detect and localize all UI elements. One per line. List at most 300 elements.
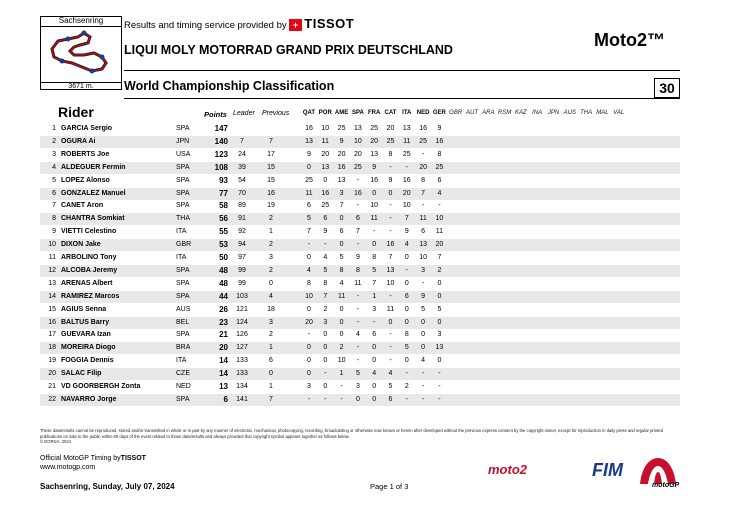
race-header-rsm: RSM	[497, 110, 512, 116]
race-result: 4	[339, 279, 344, 287]
motogp-logo-text: motoGP	[652, 482, 680, 489]
race-result: 0	[372, 189, 377, 197]
rider-name: DIXON Jake	[61, 241, 101, 249]
race-result: -	[438, 370, 441, 378]
race-result: 4	[372, 370, 377, 378]
race-header-val: VAL	[613, 110, 625, 116]
race-result: 0	[437, 357, 442, 365]
rider-position: 3	[52, 150, 56, 158]
rider-nation: BEL	[176, 318, 190, 326]
rider-position: 19	[48, 357, 56, 365]
rider-name: CHANTRA Somkiat	[61, 215, 125, 223]
rider-points: 48	[219, 265, 228, 275]
race-result: 0	[339, 215, 344, 223]
rider-points: 50	[219, 253, 228, 262]
race-result: 8	[404, 331, 409, 339]
race-result: 16	[370, 176, 379, 184]
motogp-logo	[636, 454, 680, 495]
rider-name: GARCIA Sergio	[61, 125, 113, 132]
rider-position: 14	[48, 292, 56, 300]
gap-to-leader: 24	[238, 150, 246, 158]
official-timing-text: Official MotoGP Timing by	[40, 455, 121, 462]
race-result: -	[373, 228, 376, 236]
rider-nation: SPA	[176, 163, 190, 171]
race-result: 11	[435, 228, 444, 236]
race-result: 6	[421, 228, 426, 236]
race-result: 0	[404, 318, 409, 326]
race-header-aus: AUS	[563, 110, 576, 116]
gap-to-previous: 2	[269, 331, 273, 339]
rider-name: ALDEGUER Fermin	[61, 163, 126, 171]
race-result: 20	[321, 150, 330, 158]
race-result: 16	[337, 163, 346, 171]
race-result: -	[340, 383, 343, 390]
race-result: 0	[372, 241, 377, 249]
rider-position: 5	[52, 176, 56, 184]
race-result: 16	[321, 189, 330, 197]
race-result: 2	[339, 344, 344, 352]
rider-position: 22	[48, 395, 56, 403]
race-result: 7	[323, 292, 328, 300]
rider-name: VIETTI Celestino	[61, 228, 117, 236]
race-result: 9	[323, 228, 328, 236]
rider-name: ALCOBA Jeremy	[61, 266, 118, 274]
race-header-ned: NED	[416, 110, 430, 116]
race-result: 20	[386, 125, 395, 132]
race-result: 13	[435, 344, 444, 352]
race-result: 25	[353, 163, 362, 171]
race-result: 0	[404, 254, 409, 261]
race-result: 3	[323, 318, 328, 326]
gap-to-previous: 0	[269, 279, 273, 287]
rider-name: LOPEZ Alonso	[61, 176, 110, 184]
race-result: 0	[372, 357, 377, 365]
race-result: 0	[421, 331, 426, 339]
race-result: 0	[339, 318, 344, 326]
race-result: 25	[402, 150, 411, 158]
race-result: 5	[339, 254, 344, 261]
race-result: -	[307, 241, 311, 249]
gap-to-leader: 121	[236, 305, 248, 313]
race-result: 2	[404, 383, 409, 390]
race-result: 16	[402, 176, 411, 184]
rider-points: 140	[214, 136, 228, 146]
gap-to-leader: 134	[236, 383, 248, 390]
race-result: -	[356, 344, 360, 352]
rider-points: 6	[223, 394, 228, 404]
race-result: 16	[386, 241, 395, 249]
rider-points: 23	[219, 317, 228, 327]
race-result: 0	[339, 241, 344, 249]
page-number: Page 1 of 3	[370, 482, 409, 491]
race-result: 7	[339, 202, 344, 210]
rider-name: ARENAS Albert	[61, 279, 113, 287]
race-result: 4	[388, 370, 393, 378]
rider-position: 12	[48, 266, 56, 274]
rider-points: 14	[219, 356, 228, 366]
race-header-kaz: KAZ	[515, 110, 527, 116]
race-result: 16	[435, 137, 444, 145]
race-result: 25	[305, 176, 313, 184]
race-result: 2	[323, 305, 328, 313]
race-result: 16	[305, 125, 313, 132]
disclaimer-text: These data/results cannot be reproduced, stored and/or transmitted in whole or in part by any manner of electronic, mechanical, photocopying, recording, broadcasting or otherwise now known or herein after developed without the previous express consent by the copyright owner, except for reproduction in daily press and regular printed publications on sale to the public within 60 days of the event related to those data/results and always provided that copyright symbol appears together as follows below.	[40, 428, 663, 439]
race-result: 4	[421, 357, 426, 365]
race-result: 7	[355, 228, 360, 236]
race-result: 10	[337, 357, 346, 365]
race-result: 10	[370, 202, 379, 210]
page-code-box: 30	[654, 78, 680, 98]
race-result: -	[356, 357, 360, 365]
race-header-cat: CAT	[384, 110, 397, 116]
race-header-ita: ITA	[402, 110, 412, 116]
rider-nation: SPA	[176, 125, 190, 132]
race-result: -	[356, 241, 360, 249]
rider-nation: JPN	[176, 137, 190, 145]
rider-position: 16	[48, 318, 56, 326]
race-result: 6	[437, 176, 442, 184]
race-result: -	[307, 395, 311, 403]
race-result: 0	[404, 357, 409, 365]
race-result: 20	[370, 137, 379, 145]
rider-name: SALAC Filip	[61, 370, 102, 378]
rider-name: CANET Aron	[61, 202, 104, 210]
race-result: 7	[404, 215, 409, 223]
race-result: 11	[305, 189, 313, 197]
rider-position: 4	[52, 163, 56, 171]
rider-points: 21	[219, 330, 228, 340]
race-result: 11	[370, 215, 378, 223]
race-result: 10	[402, 202, 411, 210]
race-result: 0	[404, 279, 409, 287]
rider-position: 21	[48, 383, 56, 390]
race-result: 7	[307, 228, 311, 236]
race-result: 9	[339, 137, 344, 145]
results-provider-text: Results and timing service provided by	[124, 20, 287, 31]
rider-nation: BRA	[176, 344, 191, 352]
rider-position: 13	[48, 279, 56, 287]
race-result: -	[307, 331, 311, 339]
gap-to-leader: 124	[236, 318, 248, 326]
race-result: 4	[437, 189, 442, 197]
rider-name: AGIUS Senna	[61, 305, 107, 313]
race-result: 25	[370, 125, 379, 132]
race-header-por: POR	[318, 110, 332, 116]
race-result: 0	[307, 370, 311, 378]
race-result: 7	[421, 189, 426, 197]
race-result: 10	[419, 254, 427, 261]
gap-to-previous: 0	[269, 370, 273, 378]
race-result: 20	[353, 150, 362, 158]
race-result: 10	[353, 137, 362, 145]
race-result: 5	[323, 266, 328, 274]
rider-nation: ITA	[176, 228, 187, 236]
rider-points: 108	[214, 162, 228, 172]
race-result: 0	[421, 318, 426, 326]
gap-to-previous: 1	[269, 228, 273, 236]
gap-to-leader: 39	[238, 163, 246, 171]
race-result: 5	[404, 344, 409, 352]
gap-to-previous: 4	[269, 292, 273, 300]
gap-to-leader: 97	[238, 254, 246, 261]
race-result: -	[421, 370, 425, 378]
race-result: -	[373, 318, 376, 326]
gap-to-leader: 99	[238, 279, 246, 287]
gap-to-previous: 2	[269, 215, 273, 223]
race-result: -	[421, 202, 425, 210]
gap-to-previous: 19	[267, 202, 275, 210]
race-result: 20	[337, 150, 346, 158]
race-result: 3	[307, 383, 311, 390]
gap-to-leader: 126	[236, 331, 248, 339]
race-result: -	[405, 395, 408, 403]
rider-nation: CZE	[176, 370, 190, 378]
race-result: 0	[323, 331, 328, 339]
race-result: -	[421, 150, 425, 158]
race-result: 13	[321, 163, 330, 171]
rider-nation: ITA	[176, 254, 187, 261]
race-result: 13	[386, 266, 395, 274]
race-result: -	[405, 266, 408, 274]
rider-nation: NED	[176, 383, 191, 390]
rider-position: 18	[48, 344, 56, 352]
classification-title: World Championship Classification	[124, 79, 335, 93]
race-result: -	[389, 331, 392, 339]
race-result: 4	[404, 241, 409, 249]
race-result: 13	[419, 241, 427, 249]
race-result: 7	[437, 254, 442, 261]
race-result: 0	[323, 357, 328, 365]
race-result: 0	[437, 318, 442, 326]
race-result: -	[389, 292, 392, 300]
race-result: 13	[370, 150, 379, 158]
rider-points: 55	[219, 227, 228, 237]
rider-points: 58	[219, 201, 228, 211]
race-result: -	[389, 228, 392, 236]
race-result: -	[356, 202, 360, 210]
rider-nation: THA	[176, 215, 190, 223]
race-result: -	[356, 176, 360, 184]
gap-to-leader: 127	[236, 344, 248, 352]
race-header-ina: INA	[532, 110, 543, 116]
race-result: 16	[353, 189, 362, 197]
race-result: 10	[386, 279, 395, 287]
rider-points: 53	[219, 240, 228, 250]
race-result: 0	[339, 331, 344, 339]
race-result: -	[356, 318, 360, 326]
race-result: 0	[388, 318, 393, 326]
rider-points: 123	[214, 149, 228, 159]
race-result: 0	[323, 344, 328, 352]
gap-to-leader: 133	[236, 370, 248, 378]
race-result: 25	[321, 202, 330, 210]
race-result: 25	[419, 137, 427, 145]
race-header-ara: ARA	[482, 110, 495, 116]
rider-position: 2	[52, 137, 56, 145]
rider-name: RAMIREZ Marcos	[61, 292, 120, 300]
race-result: 7	[372, 279, 377, 287]
race-result: 11	[386, 305, 395, 313]
divider	[124, 70, 680, 71]
website-link[interactable]: www.motogp.com	[40, 464, 96, 471]
race-result: -	[356, 292, 360, 300]
divider	[124, 98, 680, 99]
race-result: 0	[323, 176, 328, 184]
gap-to-leader: 70	[238, 189, 246, 197]
race-result: 9	[437, 125, 442, 132]
race-result: 11	[321, 137, 329, 145]
race-result: 11	[403, 137, 411, 145]
race-result: 0	[323, 383, 328, 390]
points-column-header: Points	[204, 110, 227, 119]
rider-position: 6	[52, 189, 56, 197]
rider-points: 26	[219, 304, 228, 314]
race-result: 3	[372, 305, 377, 313]
race-result: -	[421, 279, 425, 287]
race-result: 13	[402, 125, 411, 132]
race-result: -	[389, 163, 392, 171]
race-result: 9	[388, 176, 393, 184]
race-result: 13	[337, 176, 346, 184]
race-result: 13	[305, 137, 313, 145]
race-result: 5	[355, 370, 360, 378]
rider-name: VD GOORBERGH Zonta	[61, 383, 141, 390]
race-result: 3	[339, 189, 344, 197]
race-result: 0	[307, 344, 311, 352]
rider-points: 13	[219, 382, 228, 391]
category-title: Moto2™	[594, 30, 665, 50]
fim-logo: FIM	[592, 460, 623, 480]
race-result: 5	[421, 305, 426, 313]
race-result: 7	[388, 254, 393, 261]
race-result: 8	[323, 279, 328, 287]
race-result: 0	[437, 292, 442, 300]
rider-position: 10	[48, 241, 56, 249]
race-result: 0	[437, 279, 442, 287]
race-result: -	[438, 383, 441, 390]
rider-nation: SPA	[176, 279, 190, 287]
copyright-text: © DORNA, 2024	[40, 439, 72, 444]
rider-points: 56	[219, 214, 228, 224]
tissot-logo: + TISSOT	[289, 16, 354, 31]
race-result: 0	[372, 344, 377, 352]
race-result: 25	[386, 137, 395, 145]
race-result: 2	[437, 266, 442, 274]
race-result: 0	[307, 163, 311, 171]
rider-points: 14	[219, 369, 228, 379]
race-result: 0	[372, 395, 377, 403]
race-result: -	[405, 370, 408, 378]
race-result: 3	[437, 331, 442, 339]
race-result: -	[340, 395, 343, 403]
race-result: 8	[421, 176, 426, 184]
gap-to-leader: 94	[238, 241, 246, 249]
race-result: 9	[355, 254, 360, 261]
race-result: -	[356, 305, 360, 313]
event-title: LIQUI MOLY MOTORRAD GRAND PRIX DEUTSCHLAND	[124, 43, 453, 57]
race-header-ger: GER	[432, 110, 446, 116]
track-length: 3671 m.	[40, 82, 122, 91]
rider-nation: SPA	[176, 331, 190, 339]
race-result: 9	[372, 163, 377, 171]
rider-position: 15	[48, 305, 56, 313]
rider-nation: SPA	[176, 395, 190, 403]
race-result: -	[324, 241, 327, 249]
gap-to-previous: 17	[267, 150, 275, 158]
race-result: 0	[307, 254, 311, 261]
race-result: 8	[307, 279, 311, 287]
race-result: 10	[321, 125, 330, 132]
race-result: 8	[437, 150, 442, 158]
rider-points: 20	[219, 343, 228, 353]
rider-name: BALTUS Barry	[61, 318, 110, 326]
gap-to-previous: 2	[269, 266, 273, 274]
rider-nation: GBR	[176, 241, 192, 249]
race-result: 4	[323, 254, 328, 261]
race-header-tha: THA	[580, 110, 593, 116]
race-result: 1	[372, 292, 377, 300]
race-header-aut: AUT	[466, 110, 478, 116]
gap-to-leader: 89	[238, 202, 246, 210]
race-result: 25	[337, 125, 346, 132]
gap-to-previous: 1	[269, 383, 273, 390]
race-result: 11	[337, 292, 346, 300]
race-header-qat: QAT	[302, 110, 316, 116]
race-result: 0	[307, 305, 311, 313]
race-result: 9	[307, 150, 311, 158]
race-result: 8	[388, 150, 393, 158]
race-result: 5	[307, 215, 311, 223]
gap-to-previous: 15	[267, 163, 275, 171]
race-header-fra: FRA	[368, 110, 381, 116]
rider-position: 9	[52, 228, 56, 236]
gap-to-previous: 7	[269, 395, 273, 403]
race-result: -	[438, 395, 441, 403]
previous-column-header: Previous	[262, 110, 290, 117]
rider-name: MOREIRA Diogo	[61, 344, 116, 352]
race-result: -	[405, 163, 408, 171]
race-result: 13	[353, 125, 362, 132]
rider-name: GUEVARA Izan	[61, 331, 111, 339]
race-result: 20	[419, 163, 427, 171]
moto2-logo: moto2	[488, 462, 527, 477]
race-result: 6	[307, 202, 311, 210]
race-result: 0	[388, 189, 393, 197]
rider-nation: USA	[176, 150, 191, 158]
rider-name: OGURA Ai	[61, 137, 96, 145]
gap-to-previous: 1	[269, 344, 273, 352]
race-result: -	[324, 370, 327, 378]
rider-points: 44	[219, 291, 228, 301]
disclaimer	[40, 428, 680, 445]
race-result: 8	[355, 266, 360, 274]
gap-to-previous: 18	[267, 305, 275, 313]
race-result: -	[389, 344, 392, 352]
race-result: 20	[402, 189, 411, 197]
results-provider-line	[124, 16, 354, 31]
gap-to-leader: 141	[236, 395, 248, 403]
race-result: 16	[419, 125, 427, 132]
rider-name: GONZALEZ Manuel	[61, 189, 126, 197]
race-result: 1	[339, 370, 344, 378]
race-result: 10	[305, 292, 313, 300]
race-result: 4	[355, 331, 360, 339]
race-result: 6	[355, 215, 360, 223]
race-result: -	[389, 202, 392, 210]
race-header-mal: MAL	[596, 110, 609, 116]
rider-points: 77	[219, 188, 228, 198]
rider-position: 20	[48, 370, 56, 378]
